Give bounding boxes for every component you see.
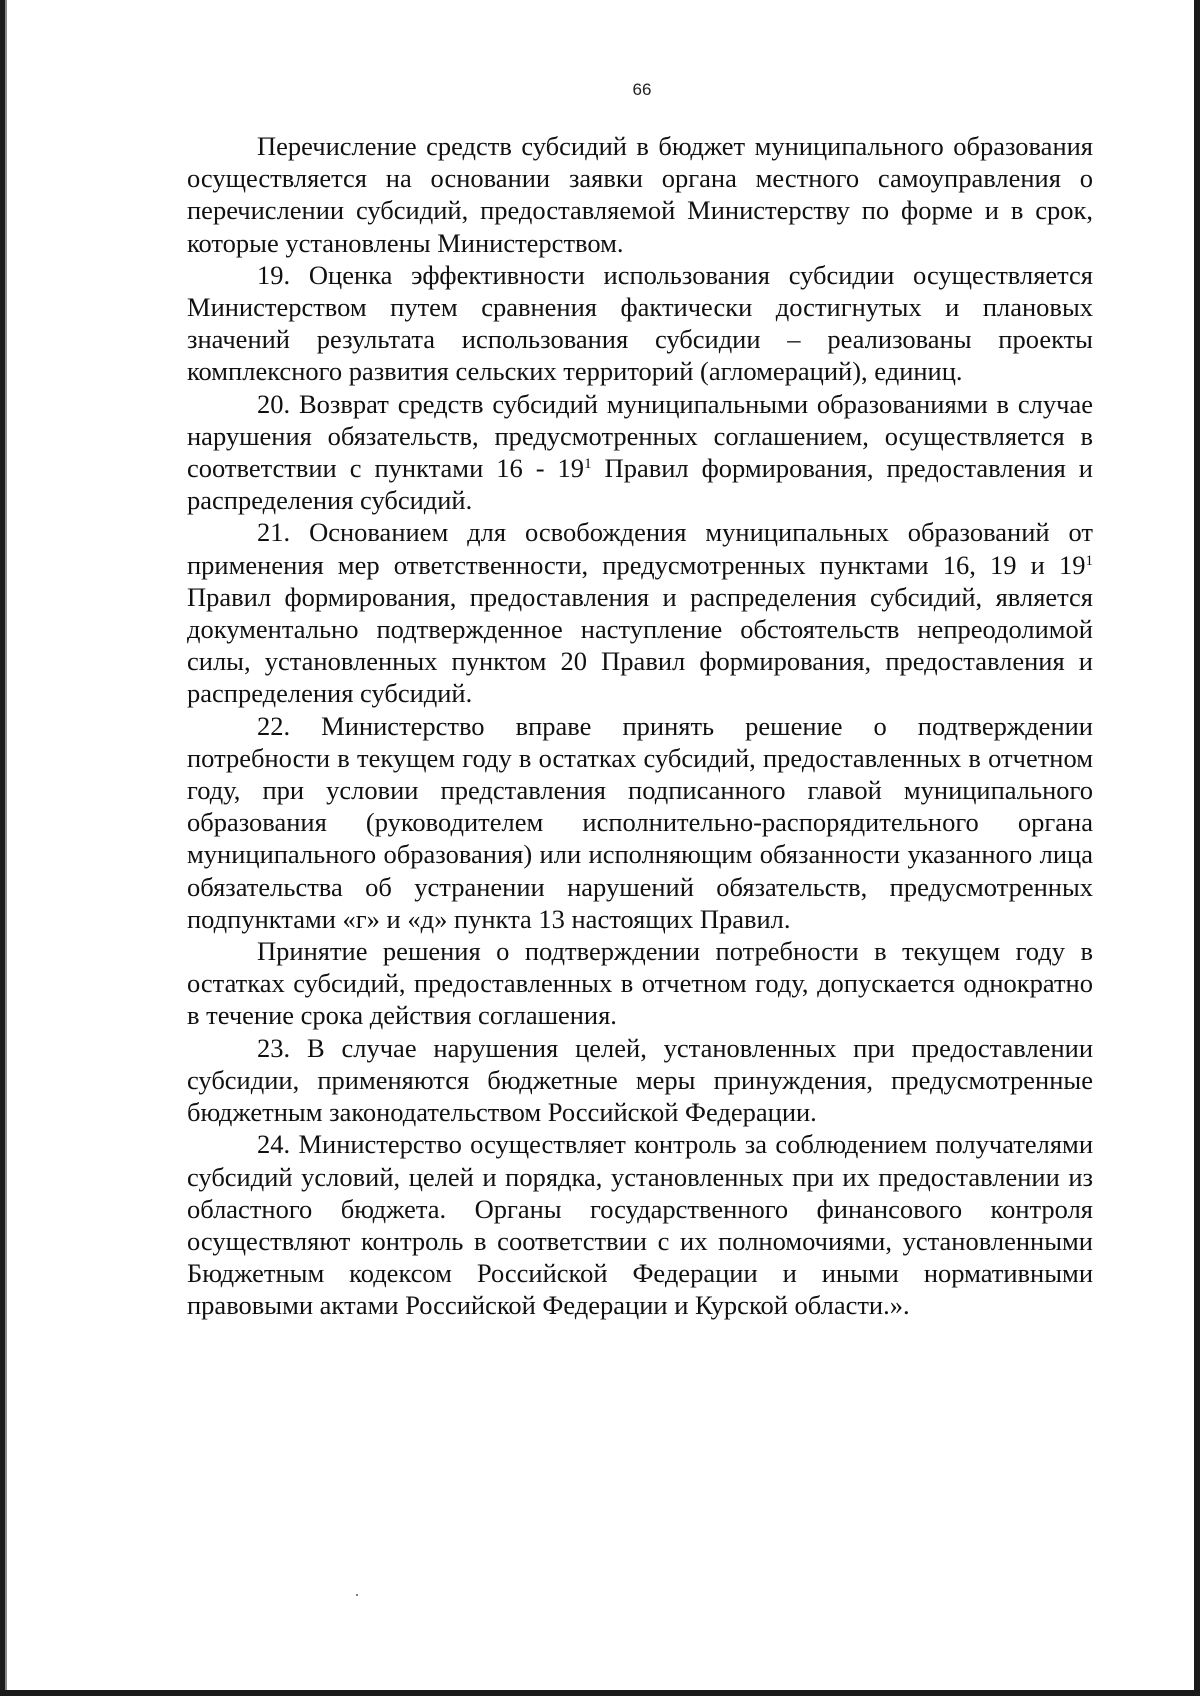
page-number: 66	[632, 80, 652, 99]
document-body	[187, 130, 1093, 1322]
paragraph-21-exemption-grounds	[187, 516, 1093, 709]
paragraph-23-enforcement-measures: 23. В случае нарушения целей, установленных при предоставлении субсидии, применяются бюджетные меры принуждения, предусмотренные бюджетным законодательством Российской Федерации.	[187, 1032, 1093, 1128]
scan-border-bottom	[0, 1690, 1200, 1696]
superscript: 1	[584, 456, 592, 473]
paragraph-text: Правил формирования, предоставления и распределения субсидий, является документально подтвержденное наступление обстоятельств непреодолимой силы, установленных пунктом 20 Правил формирования, предоставления и распределения субсидий.	[187, 581, 1093, 709]
paragraph-22-ministry-decision: 22. Министерство вправе принять решение о подтверждении потребности в текущем году в остатках субсидий, предоставленных в отчетном году, при условии представления подписанного главой муниципального образования (руководителем исполнительно-распорядительного органа муниципального образования) или исполняющим обязанности указанного лица обязательства об устранении нарушений обязательств, предусмотренных подпунктами «г» и «д» пункта 13 настоящих Правил.	[187, 710, 1093, 934]
paragraph-text: 21. Основанием для освобождения муниципальных образований от применения мер ответственности, предусмотренных пунктами 16, 19 и 19	[187, 517, 1093, 580]
scan-border-left-shadow	[5, 0, 7, 1696]
paragraph-decision-once: Принятие решения о подтверждении потребности в текущем году в остатках субсидий, предоставленных в отчетном году, допускается однократно в течение срока действия соглашения.	[187, 936, 1093, 1031]
paragraph-text: Правил формирования, предоставления и распределения субсидий.	[187, 453, 1093, 516]
superscript: 1	[1085, 552, 1093, 569]
paragraph-text: 20. Возврат средств субсидий муниципальными образованиями в случае нарушения обязательств, предусмотренных соглашением, осуществляется в соответствии с пунктами 16 - 19	[187, 388, 1093, 484]
paragraph-transfer-of-funds: Перечисление средств субсидий в бюджет муниципального образования осуществляется на основании заявки органа местного самоуправления о перечислении субсидий, предоставляемой Министерству по форме и в срок, которые установлены Министерством.	[187, 131, 1093, 258]
paragraph-24-control: 24. Министерство осуществляет контроль за соблюдением получателями субсидий условий, целей и порядка, установленных при их предоставлении из областного бюджета. Органы государственного финансового контроля осуществляют контроль в соответствии с их полномочиями, установленными Бюджетным кодексом Российской Федерации и иными нормативными правовыми актами Российской Федерации и Курской области.».	[187, 1129, 1093, 1321]
scan-border-right	[1194, 0, 1200, 1696]
paragraph-20-return-of-funds	[187, 388, 1093, 517]
scan-speck	[356, 1594, 358, 1596]
paragraph-19-efficiency-assessment: 19. Оценка эффективности использования субсидии осуществляется Министерством путем сравнения фактически достигнутых и плановых значений результата использования субсидии – реализованы проекты комплексного развития сельских территорий (агломераций), единиц.	[187, 259, 1093, 387]
